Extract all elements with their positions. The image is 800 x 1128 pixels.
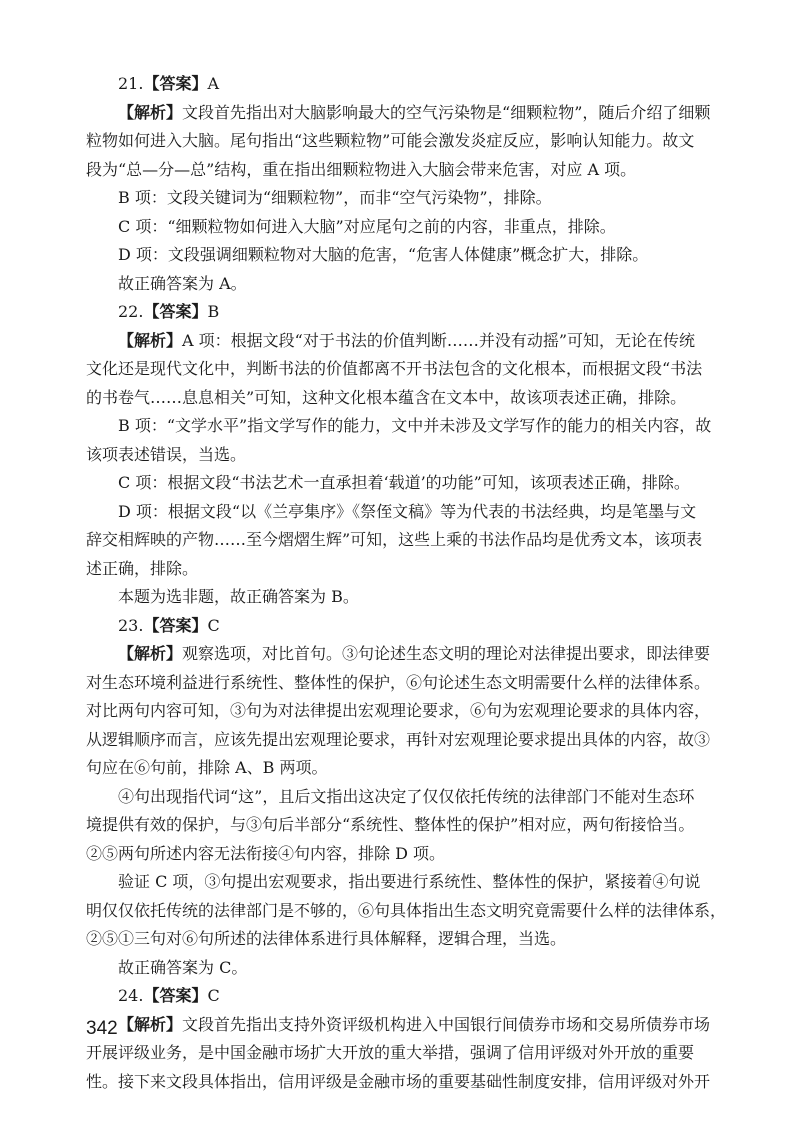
paragraph-line <box>86 498 726 527</box>
paragraph-line <box>86 213 726 242</box>
line-text: 境提供有效的保护，与③句后半部分“系统性、整体性的保护”相对应，两句衔接恰当。 <box>86 815 695 834</box>
line-text: D 项：文段强调细颗粒物对大脑的危害，“危害人体健康”概念扩大，排除。 <box>118 245 649 264</box>
line-text: C 项：根据文段“书法艺术一直承担着‘载道’的功能”可知，该项表述正确，排除。 <box>118 473 690 492</box>
answer-value: A <box>207 74 220 93</box>
paragraph-line <box>86 811 726 840</box>
question-answer-heading <box>86 612 726 641</box>
question-number: 22. <box>118 302 144 321</box>
line-text: 从逻辑顺序而言，应该先提出宏观理论要求，再针对宏观理论要求提出具体的内容，故③ <box>86 729 711 749</box>
line-text: 故正确答案为 C。 <box>118 957 248 977</box>
document-body <box>86 70 726 1096</box>
line-text: 句应在⑥句前，排除 A、B 两项。 <box>86 758 328 777</box>
line-text: ②⑤两句所述内容无法衔接④句内容，排除 D 项。 <box>86 843 446 863</box>
analysis-text: 文段首先指出对大脑影响最大的空气污染物是“细颗粒物”，随后介绍了细颗 <box>182 102 711 122</box>
analysis-text: 文段首先指出支持外资评级机构进入中国银行间债券市场和交易所债券市场 <box>182 1014 711 1034</box>
paragraph-line <box>86 669 726 698</box>
line-text: 性。接下来文段具体指出，信用评级是金融市场的重要基础性制度安排，信用评级对外开 <box>86 1071 711 1091</box>
paragraph-line <box>86 384 726 413</box>
paragraph-line <box>86 555 726 584</box>
line-text: 明仅仅依托传统的法律部门是不够的，⑥句具体指出生态文明究竟需要什么样的法律体系， <box>86 900 727 920</box>
paragraph-line <box>86 583 726 612</box>
paragraph-line <box>86 441 726 470</box>
paragraph-line <box>86 925 726 954</box>
question-answer-heading <box>86 298 726 327</box>
analysis-text: A 项：根据文段“对于书法的价值判断……并没有动摇”可知，无论在传统 <box>182 330 696 350</box>
line-text: B 项：“文学水平”指文学写作的能力，文中并未涉及文学写作的能力的相关内容，故 <box>118 416 712 435</box>
question-number: 21. <box>118 74 144 93</box>
line-text: ④句出现指代词“这”，且后文指出这决定了仅仅依托传统的法律部门不能对生态环 <box>118 786 695 806</box>
answer-label: 【答案】 <box>143 74 208 93</box>
paragraph-line <box>86 412 726 441</box>
answer-label: 【答案】 <box>143 302 208 321</box>
analysis-line <box>86 640 726 669</box>
analysis-label: 【解析】 <box>118 102 183 122</box>
question-number: 23. <box>118 615 144 635</box>
paragraph-line <box>86 840 726 869</box>
line-text: B 项：文段关键词为“细颗粒物”，而非“空气污染物”，排除。 <box>118 188 552 207</box>
paragraph-line <box>86 241 726 270</box>
paragraph-line <box>86 783 726 812</box>
line-text: 文化还是现代文化中，判断书法的价值都离不开书法包含的文化根本，而根据文段“书法 <box>86 359 703 378</box>
answer-value: B <box>207 302 220 321</box>
question-number: 24. <box>118 986 144 1005</box>
line-text: 粒物如何进入大脑。尾句指出“这些颗粒物”可能会激发炎症反应，影响认知能力。故文 <box>86 131 695 150</box>
paragraph-line <box>86 1039 726 1068</box>
paragraph-line <box>86 1068 726 1097</box>
paragraph-line <box>86 270 726 299</box>
answer-label: 【答案】 <box>143 615 208 635</box>
paragraph-line <box>86 355 726 384</box>
line-text: 对比两句内容可知，③句为对法律提出宏观理论要求，⑥句为宏观理论要求的具体内容， <box>86 701 711 720</box>
paragraph-line <box>86 754 726 783</box>
paragraph-line <box>86 897 726 926</box>
paragraph-line <box>86 726 726 755</box>
analysis-line <box>86 327 726 356</box>
line-text: 本题为选非题，故正确答案为 B。 <box>118 587 359 606</box>
analysis-line <box>86 99 726 128</box>
paragraph-line <box>86 184 726 213</box>
line-text: 述正确，排除。 <box>86 558 199 578</box>
answer-value: C <box>207 615 220 635</box>
page-number: 342 <box>86 1018 118 1039</box>
paragraph-line <box>86 954 726 983</box>
line-text: 辞交相辉映的产物……至今熠熠生辉”可知，这些上乘的书法作品均是优秀文本，该项表 <box>86 530 703 549</box>
line-text: ②⑤①三句对⑥句所述的法律体系进行具体解释，逻辑合理，当选。 <box>86 929 567 948</box>
line-text: 的书卷气……息息相关”可知，这种文化根本蕴含在文本中，故该项表述正确，排除。 <box>86 387 687 407</box>
analysis-line <box>86 1011 726 1040</box>
analysis-text: 观察选项，对比首句。③句论述生态文明的理论对法律提出要求，即法律要 <box>182 644 711 663</box>
line-text: 故正确答案为 A。 <box>118 273 247 293</box>
paragraph-line <box>86 526 726 555</box>
answer-value: C <box>207 986 220 1005</box>
analysis-label: 【解析】 <box>118 330 183 350</box>
line-text: D 项：根据文段“以《兰亭集序》《祭侄文稿》等为代表的书法经典，均是笔墨与文 <box>118 501 697 521</box>
question-answer-heading <box>86 70 726 99</box>
line-text: C 项：“细颗粒物如何进入大脑”对应尾句之前的内容，非重点，排除。 <box>118 216 616 236</box>
answer-label: 【答案】 <box>143 986 208 1005</box>
paragraph-line <box>86 469 726 498</box>
line-text: 对生态环境利益进行系统性、整体性的保护，⑥句论述生态文明需要什么样的法律体系。 <box>86 672 711 692</box>
line-text: 开展评级业务，是中国金融市场扩大开放的重大举措，强调了信用评级对外开放的重要 <box>86 1043 695 1062</box>
line-text: 验证 C 项，③句提出宏观要求，指出要进行系统性、整体性的保护，紧接着④句说 <box>118 872 701 891</box>
line-text: 该项表述错误，当选。 <box>86 444 247 464</box>
paragraph-line <box>86 156 726 185</box>
analysis-label: 【解析】 <box>118 1014 183 1034</box>
paragraph-line <box>86 127 726 156</box>
paragraph-line <box>86 868 726 897</box>
line-text: 段为“总—分—总”结构，重在指出细颗粒物进入大脑会带来危害，对应 A 项。 <box>86 159 637 179</box>
question-answer-heading <box>86 982 726 1011</box>
paragraph-line <box>86 697 726 726</box>
analysis-label: 【解析】 <box>118 644 183 663</box>
